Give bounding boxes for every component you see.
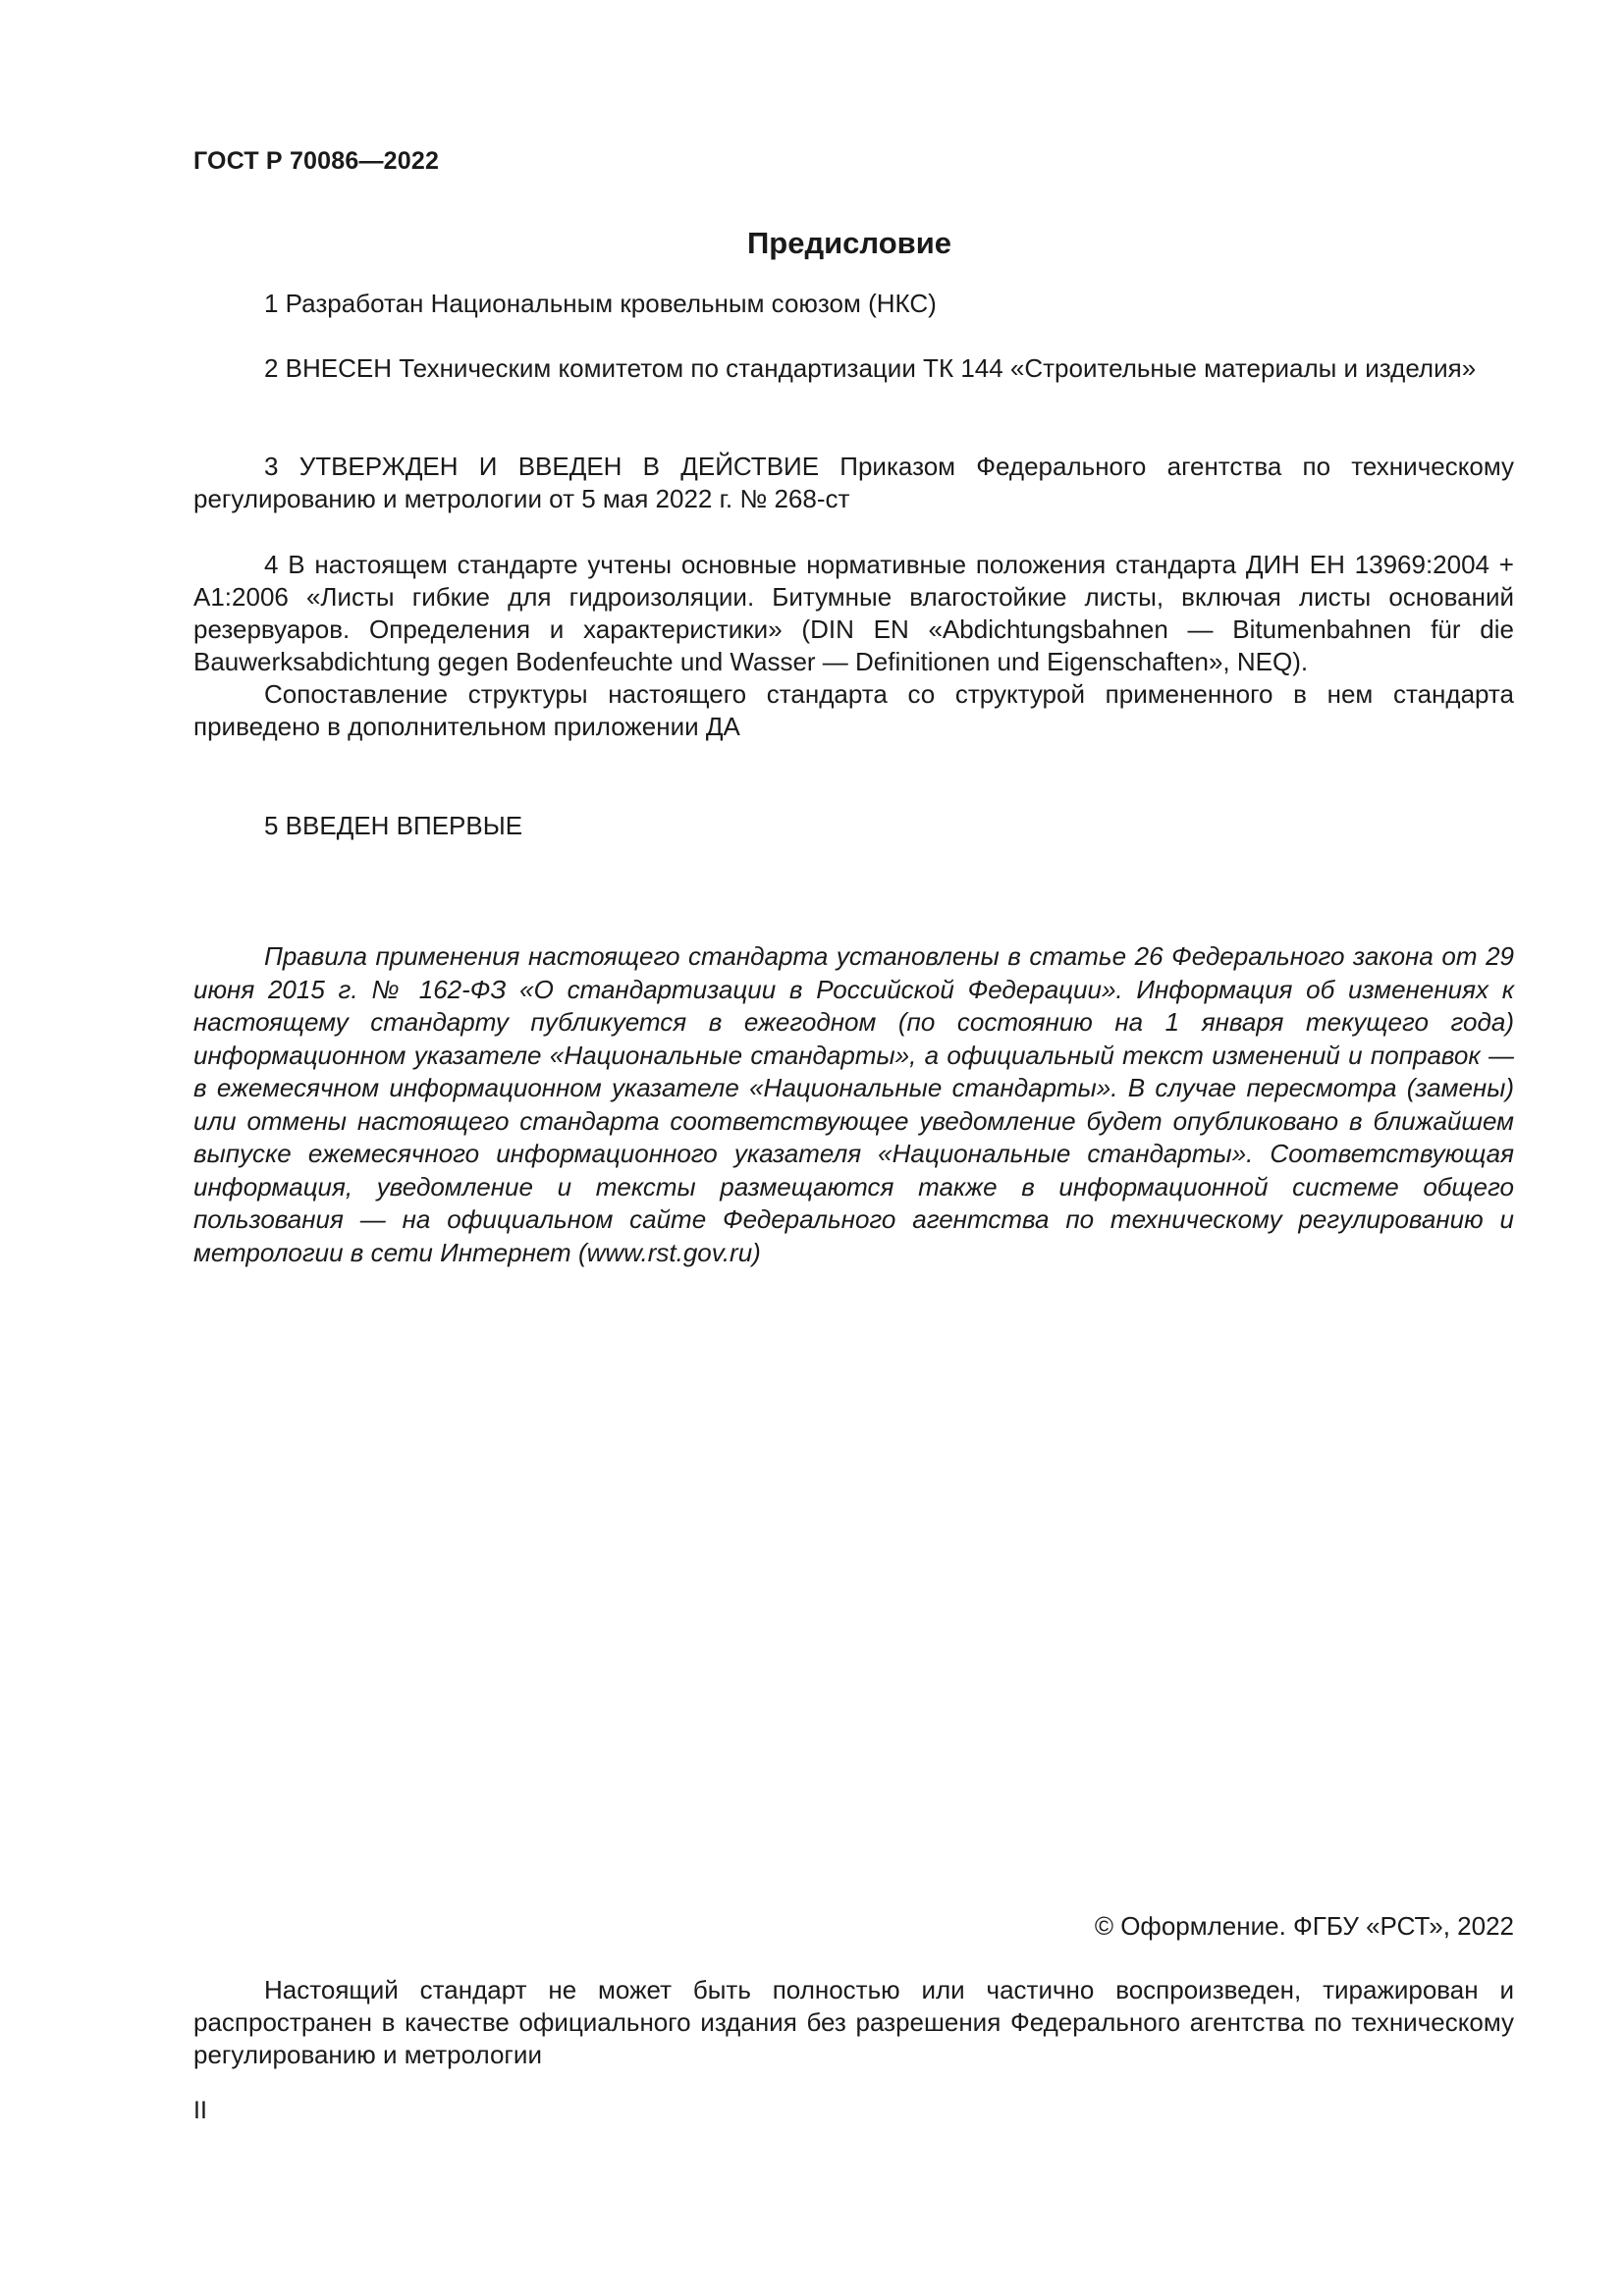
preface-title: Предисловие: [746, 226, 951, 260]
preface-item-2-block: [193, 352, 1514, 385]
preface-item-5-block: [193, 810, 1514, 842]
preface-item-4-comparison: Сопоставление структуры настоящего стандарта со структурой примененного в нем стандарта приведено в дополнительном приложении ДА: [193, 679, 1514, 741]
preface-item-4: 4 В настоящем стандарте учтены основные нормативные положения стандарта ДИН ЕН 13969:2004 + A1:2006 «Листы гибкие для гидроизоляции. Битумные влагостойкие листы, включая листы оснований резервуаров. Определения и характеристики» (DIN EN «Abdichtungsbahnen — Bitumenbahnen für die Bauwerksabdichtung gegen Bodenfeuchte und Wasser — Definitionen und Eigenschaften», NEQ).: [193, 550, 1514, 676]
preface-item-2: 2 ВНЕСЕН Техническим комитетом по стандартизации ТК 144 «Строительные материалы и изделия»: [264, 353, 1477, 383]
preface-item-4-block: [193, 549, 1514, 743]
rules-notice: Правила применения настоящего стандарта установлены в статье 26 Федерального закона от 29 июня 2015 г. № 162-ФЗ «О стандартизации в Российской Федерации». Информация об изменениях к настоящему стандарту публикуется в ежегодном (по состоянию на 1 января текущего года) информационном указателе «Национальные стандарты», а официальный текст изменений и поправок — в ежемесячном информационном указателе «Национальные стандарты». В случае пересмотра (замены) или отмены настоящего стандарта соответствующее уведомление будет опубликовано в ближайшем выпуске ежемесячного информационного указателя «Национальные стандарты». Соответствующая информация, уведомление и тексты размещаются также в информационной системе общего пользования — на официальном сайте Федерального агентства по техническому регулированию и метрологии в сети Интернет (www.rst.gov.ru): [193, 941, 1514, 1267]
page-number: II: [193, 2097, 207, 2124]
preface-item-3: 3 УТВЕРЖДЕН И ВВЕДЕН В ДЕЙСТВИЕ Приказом Федерального агентства по техническому регулированию и метрологии от 5 мая 2022 г. № 268-ст: [193, 452, 1514, 513]
reproduction-notice: Настоящий стандарт не может быть полностью или частично воспроизведен, тиражирован и распространен в качестве официального издания без разрешения Федерального агентства по техническому регулированию и метрологии: [193, 1975, 1514, 2069]
preface-item-3-block: [193, 451, 1514, 515]
preface-item-1-block: [193, 288, 1514, 320]
preface-item-5: 5 ВВЕДЕН ВПЕРВЫЕ: [264, 811, 523, 840]
document-code: ГОСТ Р 70086—2022: [193, 147, 440, 175]
copyright-line: © Оформление. ФГБУ «РСТ», 2022: [1094, 1911, 1514, 1941]
preface-item-1: 1 Разработан Национальным кровельным союзом (НКС): [264, 289, 937, 318]
